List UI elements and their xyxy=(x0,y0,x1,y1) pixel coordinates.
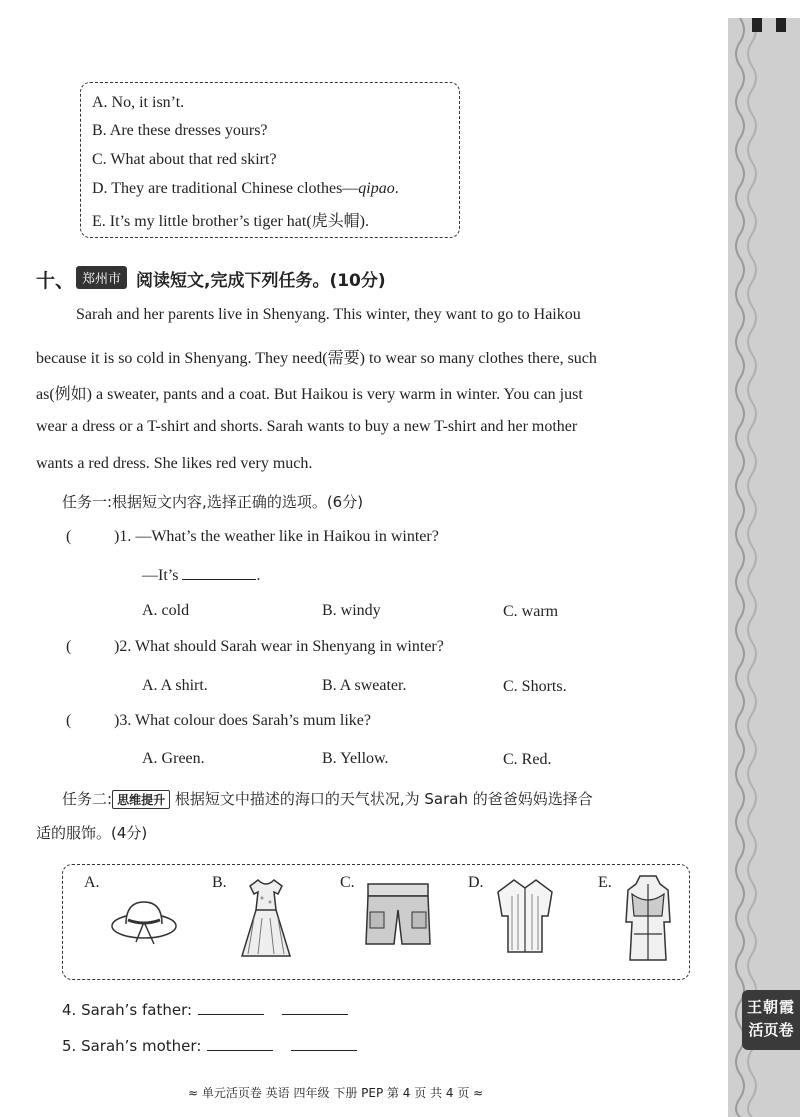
picture-label: C. xyxy=(340,874,355,891)
corner-mark xyxy=(776,18,786,32)
task2-instruction-cont: 适的服饰。(4分) xyxy=(36,824,148,842)
answer-paren[interactable]: ( xyxy=(66,712,72,729)
passage-line: as(例如) a sweater, pants and a coat. But Haikou is very warm in winter. You can just xyxy=(36,386,583,403)
sun-hat-icon xyxy=(104,886,184,950)
answer-father-label: 4. Sarah’s father: xyxy=(62,1001,193,1019)
brand-sub: 活页卷 xyxy=(748,1021,794,1039)
coat-icon xyxy=(618,872,678,964)
section-number: 十、 xyxy=(36,270,75,292)
question-3: )3. What colour does Sarah’s mum like? xyxy=(114,712,371,729)
passage-line: because it is so cold in Shenyang. They need(需要) to wear so many clothes there, such xyxy=(36,350,597,367)
dress-icon xyxy=(236,876,296,962)
picture-label: E. xyxy=(598,874,612,891)
option-d-text: D. They are traditional Chinese clothes— xyxy=(92,180,359,197)
task2-instruction: 根据短文中描述的海口的天气状况,为 Sarah 的爸爸妈妈选择合 xyxy=(174,790,593,808)
q2-option-a[interactable]: A. A shirt. xyxy=(142,677,208,694)
question-1-sub xyxy=(142,565,260,585)
option-d-end: . xyxy=(394,180,399,197)
option-c: C. What about that red skirt? xyxy=(92,151,277,168)
answer-line[interactable] xyxy=(198,1000,264,1015)
question-1-sub-text: —It’s xyxy=(142,567,179,584)
passage-line: wants a red dress. She likes red very much. xyxy=(36,455,313,472)
passage-line: wear a dress or a T-shirt and shorts. Sarah wants to buy a new T-shirt and her mother xyxy=(36,418,578,435)
q2-option-c[interactable]: C. Shorts. xyxy=(503,678,567,695)
passage-line: Sarah and her parents live in Shenyang. This winter, they want to go to Haikou xyxy=(76,306,581,323)
q3-option-b[interactable]: B. Yellow. xyxy=(322,750,389,767)
q1-option-c[interactable]: C. warm xyxy=(503,603,559,620)
option-a: A. No, it isn’t. xyxy=(92,94,185,111)
corner-mark xyxy=(752,18,762,32)
answer-line[interactable] xyxy=(282,1000,348,1015)
option-e: E. It’s my little brother’s tiger hat(虎头帽). xyxy=(92,213,369,230)
question-2: )2. What should Sarah wear in Shenyang in winter? xyxy=(114,638,444,655)
answer-mother-label: 5. Sarah’s mother: xyxy=(62,1037,202,1055)
q3-option-c[interactable]: C. Red. xyxy=(503,751,552,768)
answer-paren[interactable]: ( xyxy=(66,528,72,545)
task2-heading xyxy=(62,788,593,809)
answer-line[interactable] xyxy=(207,1036,273,1051)
q1-option-b[interactable]: B. windy xyxy=(322,602,381,619)
question-1: )1. —What’s the weather like in Haikou in winter? xyxy=(114,528,439,545)
q2-option-b[interactable]: B. A sweater. xyxy=(322,677,407,694)
page-footer: ≈ 单元活页卷 英语 四年级 下册 PEP 第 4 页 共 4 页 ≈ xyxy=(188,1086,484,1100)
picture-label: B. xyxy=(212,874,227,891)
picture-label: D. xyxy=(468,874,484,891)
option-b: B. Are these dresses yours? xyxy=(92,122,268,139)
task1-title: 任务一:根据短文内容,选择正确的选项。(6分) xyxy=(62,493,364,511)
binding-strip xyxy=(728,18,800,1117)
region-tag: 郑州市 xyxy=(76,266,127,289)
option-d xyxy=(92,180,399,198)
shirt-icon xyxy=(494,876,556,956)
answer-father xyxy=(62,1000,348,1019)
q3-option-a[interactable]: A. Green. xyxy=(142,750,205,767)
answer-mother xyxy=(62,1036,357,1055)
task2-prefix: 任务二: xyxy=(62,790,113,808)
answer-paren[interactable]: ( xyxy=(66,638,72,655)
wave-border-decoration xyxy=(728,18,800,1117)
section-title: 阅读短文,完成下列任务。(10分) xyxy=(136,271,386,291)
q1-option-a[interactable]: A. cold xyxy=(142,602,190,619)
fill-blank[interactable] xyxy=(182,565,256,580)
question-1-sub-end: . xyxy=(256,567,261,584)
brand-name: 王朝霞 xyxy=(746,998,795,1016)
thinking-tag: 思维提升 xyxy=(112,790,170,809)
option-d-italic: qipao xyxy=(358,180,395,197)
answer-line[interactable] xyxy=(291,1036,357,1051)
brand-badge xyxy=(742,990,800,1050)
picture-label: A. xyxy=(84,874,100,891)
shorts-icon xyxy=(362,880,434,950)
